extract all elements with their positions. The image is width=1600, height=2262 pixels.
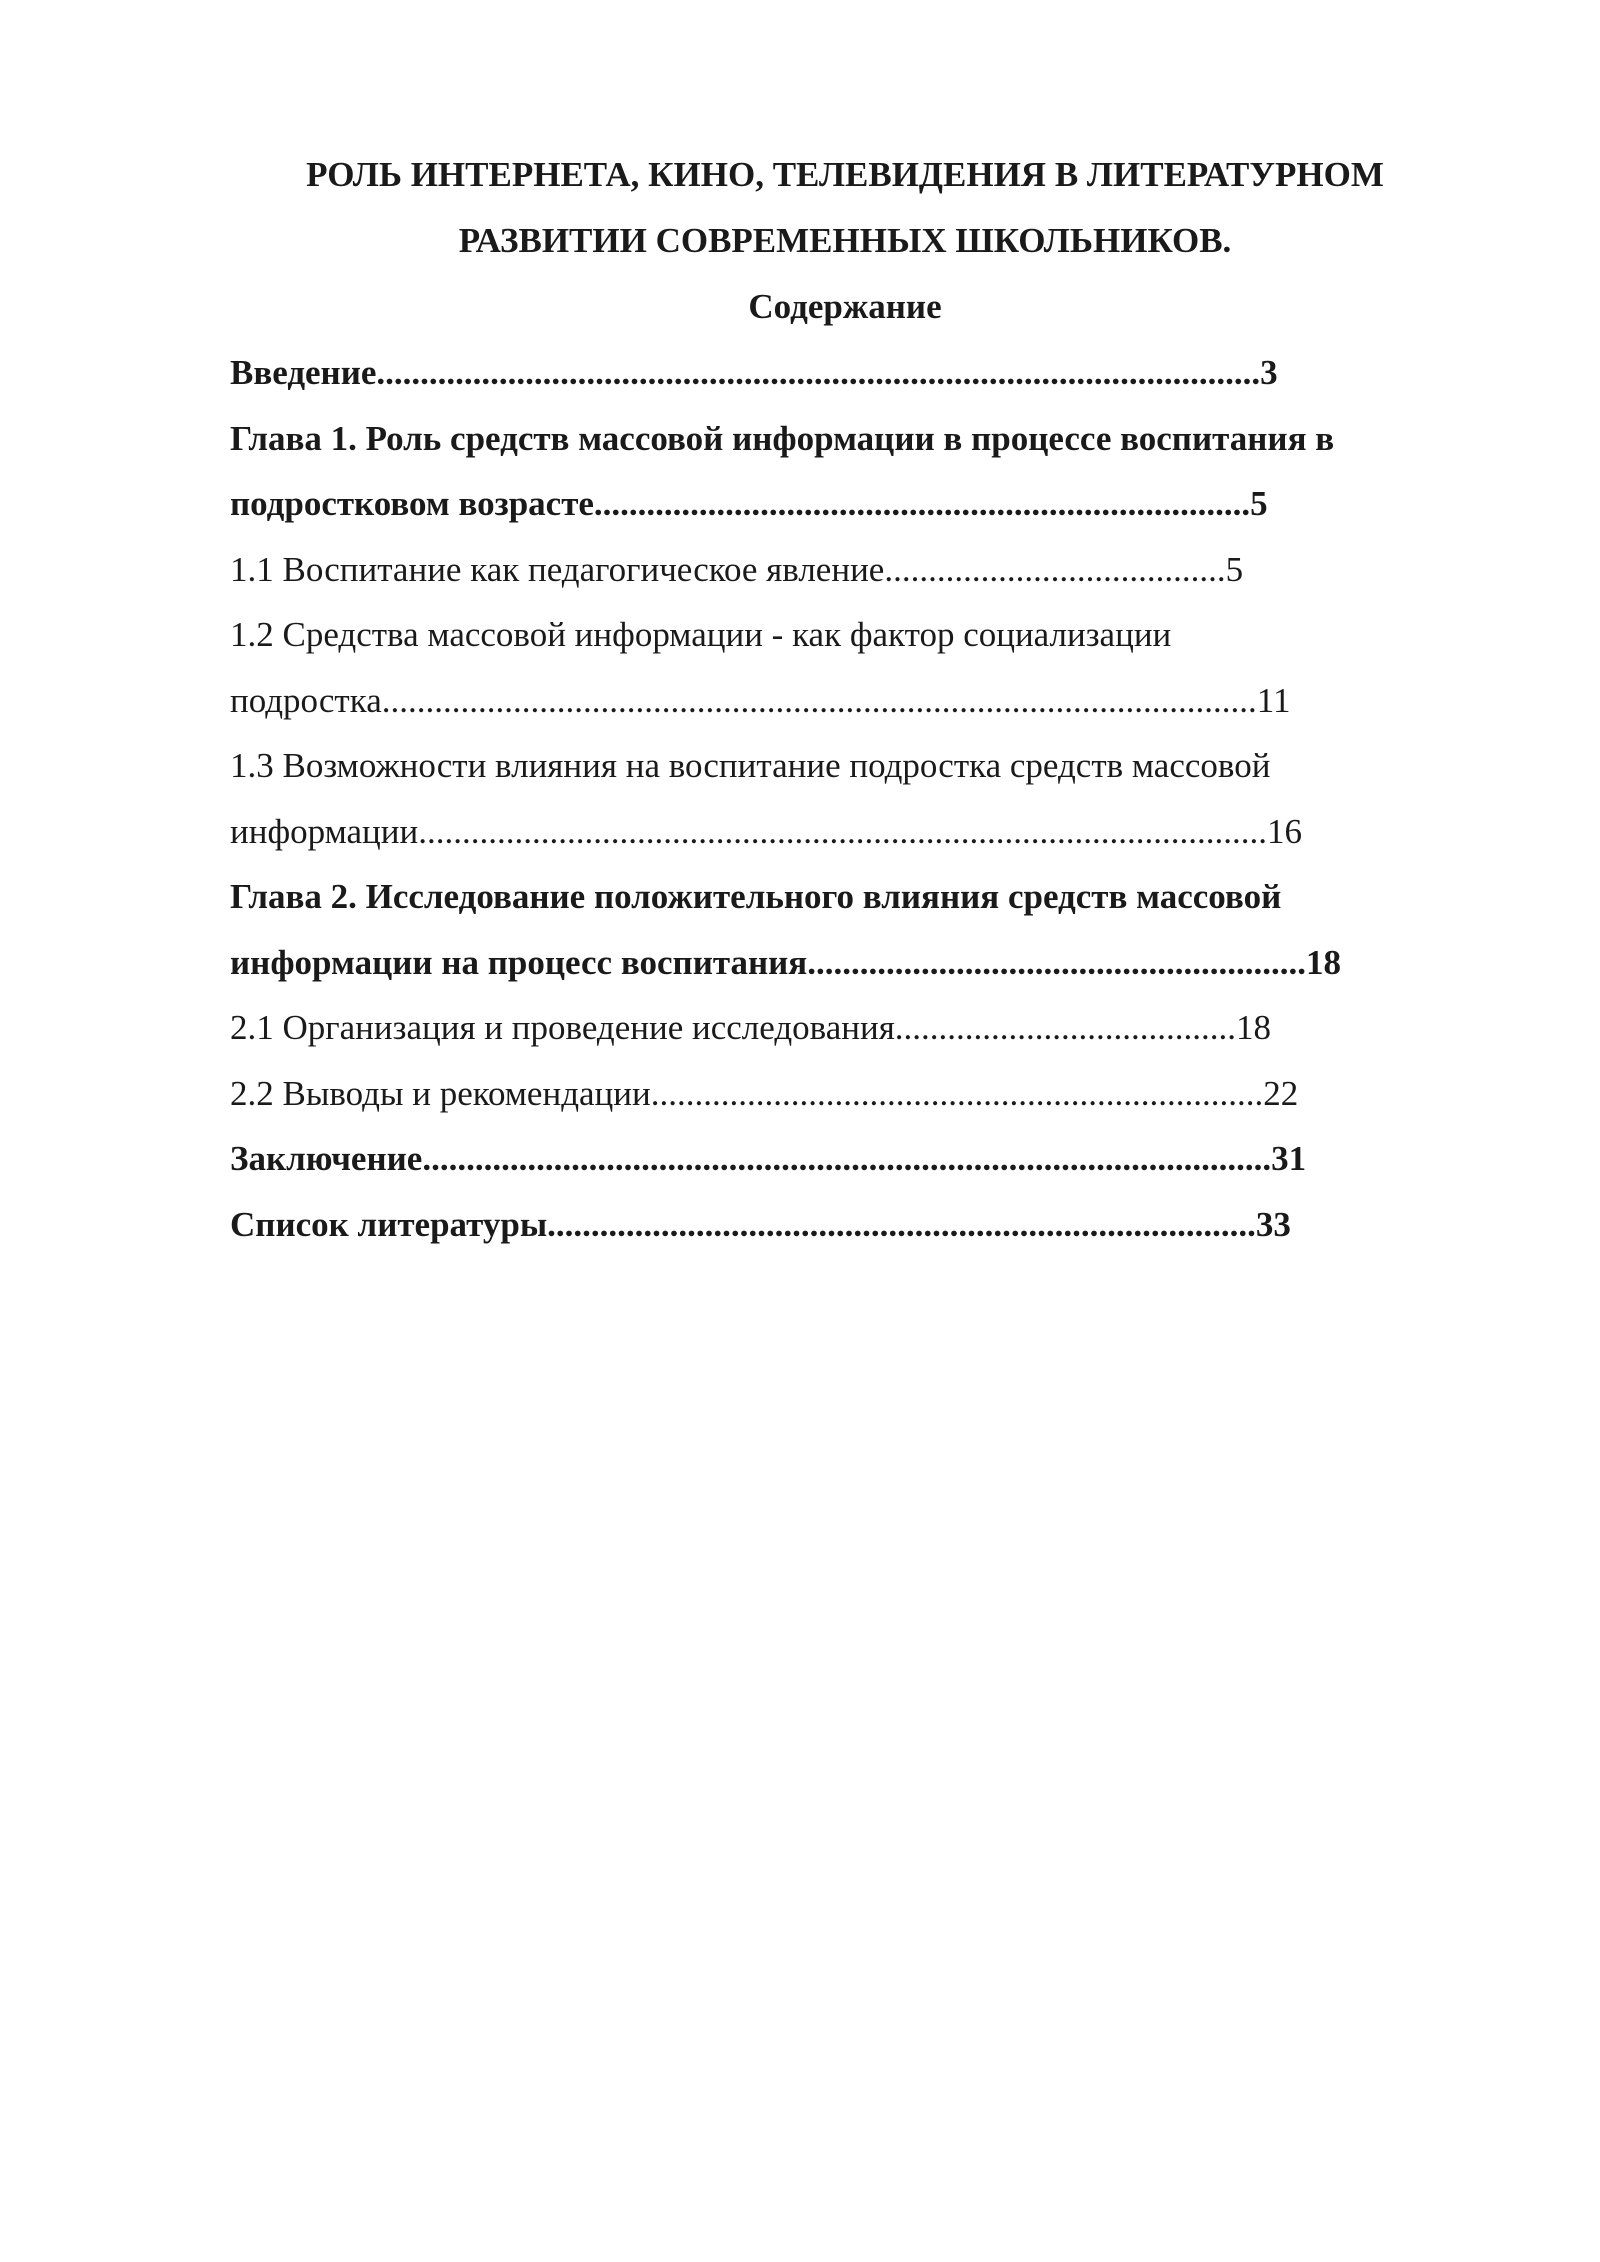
toc-entry-chapter-2: Глава 2. Исследование положительного влияния средств массовой — [230, 877, 1282, 916]
document-title-line-1: РОЛЬ ИНТЕРНЕТА, КИНО, ТЕЛЕВИДЕНИЯ В ЛИТЕРАТУРНОМ — [306, 155, 1384, 194]
toc-entry-chapter-1: Глава 1. Роль средств массовой информации в процессе воспитания в — [230, 418, 1335, 458]
toc-entry-section-1-2-cont: подростка....................................................................................................11 — [230, 680, 1291, 720]
toc-entry-section-1-3: 1.3 Возможности влияния на воспитание подростка средств массовой — [230, 746, 1271, 785]
toc-entry-introduction: Введение.....................................................................................................3 — [230, 353, 1278, 392]
toc-entry-chapter-1-cont: подростковом возрасте...........................................................................5 — [230, 484, 1268, 523]
toc-entry-bibliography: Список литературы.................................................................................33 — [230, 1204, 1291, 1244]
toc-entry-section-1-3-cont: информации.................................................................................................16 — [230, 811, 1302, 851]
document-title-line-2: РАЗВИТИИ СОВРЕМЕННЫХ ШКОЛЬНИКОВ. — [458, 221, 1232, 260]
document-title — [230, 142, 1460, 274]
toc-entry-section-2-1: 2.1 Организация и проведение исследования.......................................18 — [230, 1008, 1272, 1047]
toc-entry-conclusion: Заключение.................................................................................................31 — [230, 1139, 1307, 1178]
toc-entry-section-1-1: 1.1 Воспитание как педагогическое явление.......................................5 — [230, 549, 1244, 589]
toc-entry-section-1-2: 1.2 Средства массовой информации - как фактор социализации — [230, 615, 1172, 654]
table-of-contents — [230, 340, 1460, 1257]
toc-entry-chapter-2-cont: информации на процесс воспитания.........................................................18 — [230, 942, 1341, 982]
toc-entry-section-2-2: 2.2 Выводы и рекомендации......................................................................22 — [230, 1073, 1299, 1113]
toc-heading: Содержание — [748, 287, 942, 326]
